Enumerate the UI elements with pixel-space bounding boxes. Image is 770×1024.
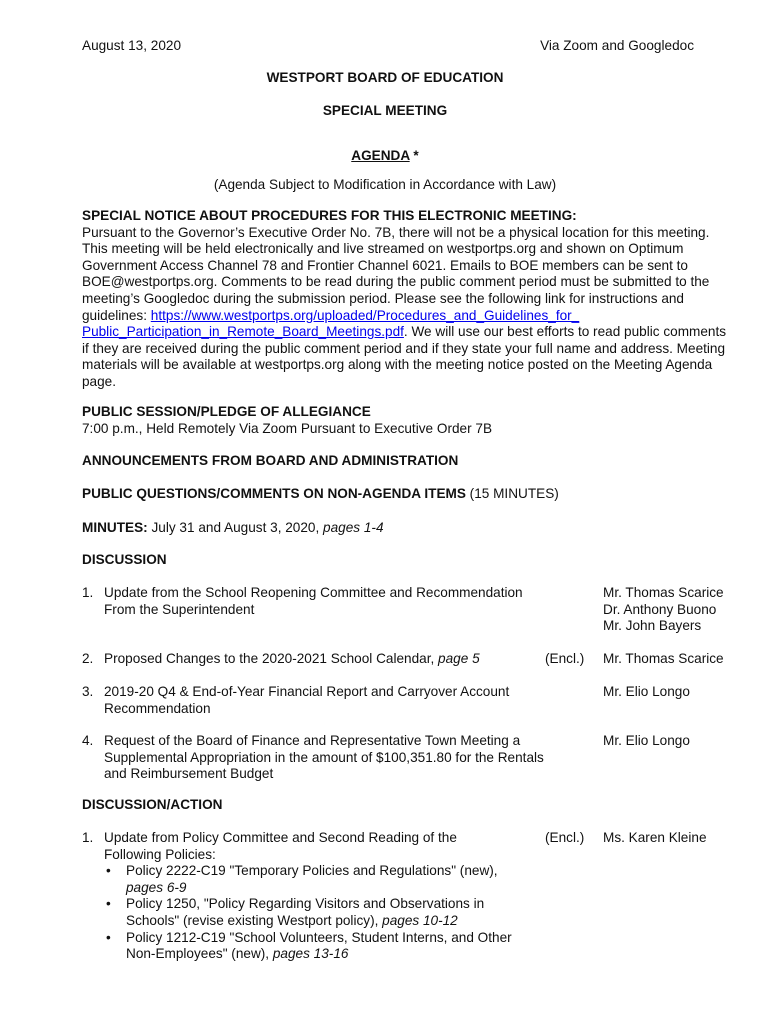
public-session-section [82,404,732,437]
presenter: Dr. Anthony Buono [603,601,717,617]
policy-text: Policy 1212-C19 "School Volunteers, Student Interns, and Other Non-Employees" (new), [126,929,512,962]
item-number: 4. [82,733,94,748]
public-questions-section [82,486,732,503]
public-questions-heading: PUBLIC QUESTIONS/COMMENTS ON NON-AGENDA ITEMS [82,486,466,501]
bullet-icon: • [106,896,111,912]
item-presenters [603,733,743,750]
minutes-pages: pages 1-4 [323,520,384,535]
item-pages: page 5 [438,651,480,666]
presenter: Mr. Thomas Scarice [603,651,724,666]
meeting-type-title: SPECIAL MEETING [322,103,448,118]
notice-text-before-link: Pursuant to the Governor’s Executive Order No. 7B, there will not be a physical location for this meeting. This meeting will be held electronically and live streamed on westportps.org and shown on Optimum Government Access Channel 78 and Frontier Channel 6021. Emails to BOE members can be sent to BOE@westportps.org. Comments to be read during the public comment period must be submitted to the meeting’s Googledoc during the submission period. Please see the following link for instructions and guidelines: [82,224,710,323]
special-notice-heading: SPECIAL NOTICE ABOUT PROCEDURES FOR THIS ELECTRONIC MEETING: [82,208,577,223]
bullet-icon: • [106,863,111,879]
policy-list-item [106,863,534,896]
item-text: Proposed Changes to the 2020-2021 School Calendar, [104,651,439,666]
notice-text-after-link: . We will use our best efforts to read public comments if they are received during the public comment period and if they state your full name and address. Meeting materials will be available at westportps.org along with the meeting notice posted on the Meeting Agenda page. [82,324,727,389]
discussion-heading: DISCUSSION [82,552,167,567]
agenda-title [0,148,770,163]
policy-list-item [106,929,534,963]
item-description [104,651,536,668]
presenter: Mr. John Bayers [603,618,702,634]
item-description: Request of the Board of Finance and Representative Town Meeting a Supplemental Appropriation in the amount of $100,351.80 for the Rentals and Reimbursement Budget [104,733,544,782]
board-title: WESTPORT BOARD OF EDUCATION [266,70,504,85]
item-text: Update from Policy Committee and Second Reading of the Following Policies: [104,830,457,862]
meeting-date: August 13, 2020 [82,38,182,53]
item-description: Update from the School Reopening Committee and Recommendation From the Superintendent [104,585,523,617]
presenter: Mr. Elio Longo [603,733,690,748]
presenter: Mr. Thomas Scarice [603,585,724,600]
public-questions-duration: (15 MINUTES) [465,486,559,501]
item-presenters [603,585,743,635]
meeting-venue: Via Zoom and Googledoc [540,38,694,53]
item-description: 2019-20 Q4 & End-of-Year Financial Report and Carryover Account Recommendation [104,684,510,716]
item-description [104,830,534,963]
enclosure-marker: (Encl.) [545,651,585,666]
policy-pages: pages 13-16 [272,946,349,962]
presenter: Mr. Elio Longo [603,684,690,699]
special-notice-body [82,225,732,391]
discussion-action-heading: DISCUSSION/ACTION [82,797,223,812]
public-session-text: 7:00 p.m., Held Remotely Via Zoom Pursuant to Executive Order 7B [82,420,493,436]
item-number: 1. [82,830,94,845]
policy-list-item [106,896,534,929]
item-number: 2. [82,651,94,666]
minutes-section [82,520,732,537]
guidelines-link[interactable]: https://www.westportps.org/uploaded/Procedures_and_Guidelines_for_ Public_Participation_in_Remote_Board_Meetings.pdf [82,307,580,340]
agenda-subtitle: (Agenda Subject to Modification in Accordance with Law) [213,177,557,192]
announcements-heading: ANNOUNCEMENTS FROM BOARD AND ADMINISTRATION [82,453,459,468]
minutes-text: July 31 and August 3, 2020, [147,520,324,535]
item-presenters [603,684,743,701]
agenda-title-text: AGENDA [351,148,410,163]
agenda-asterisk: * [409,148,419,163]
enclosure-marker: (Encl.) [545,830,585,845]
policy-pages: pages 6-9 [126,879,187,895]
item-presenter: Ms. Karen Kleine [603,830,707,845]
item-presenters [603,651,743,668]
policy-text: Policy 2222-C19 "Temporary Policies and Regulations" (new), [126,863,498,879]
policy-pages: pages 10-12 [382,912,458,928]
minutes-label: MINUTES: [82,520,148,535]
special-notice [82,208,732,391]
bullet-icon: • [106,929,111,945]
item-number: 3. [82,684,94,699]
item-number: 1. [82,585,94,600]
policy-list [104,863,534,963]
public-session-heading: PUBLIC SESSION/PLEDGE OF ALLEGIANCE [82,404,371,419]
policy-text: Policy 1250, "Policy Regarding Visitors and Observations in Schools" (revise existing Westport policy), [126,896,485,928]
